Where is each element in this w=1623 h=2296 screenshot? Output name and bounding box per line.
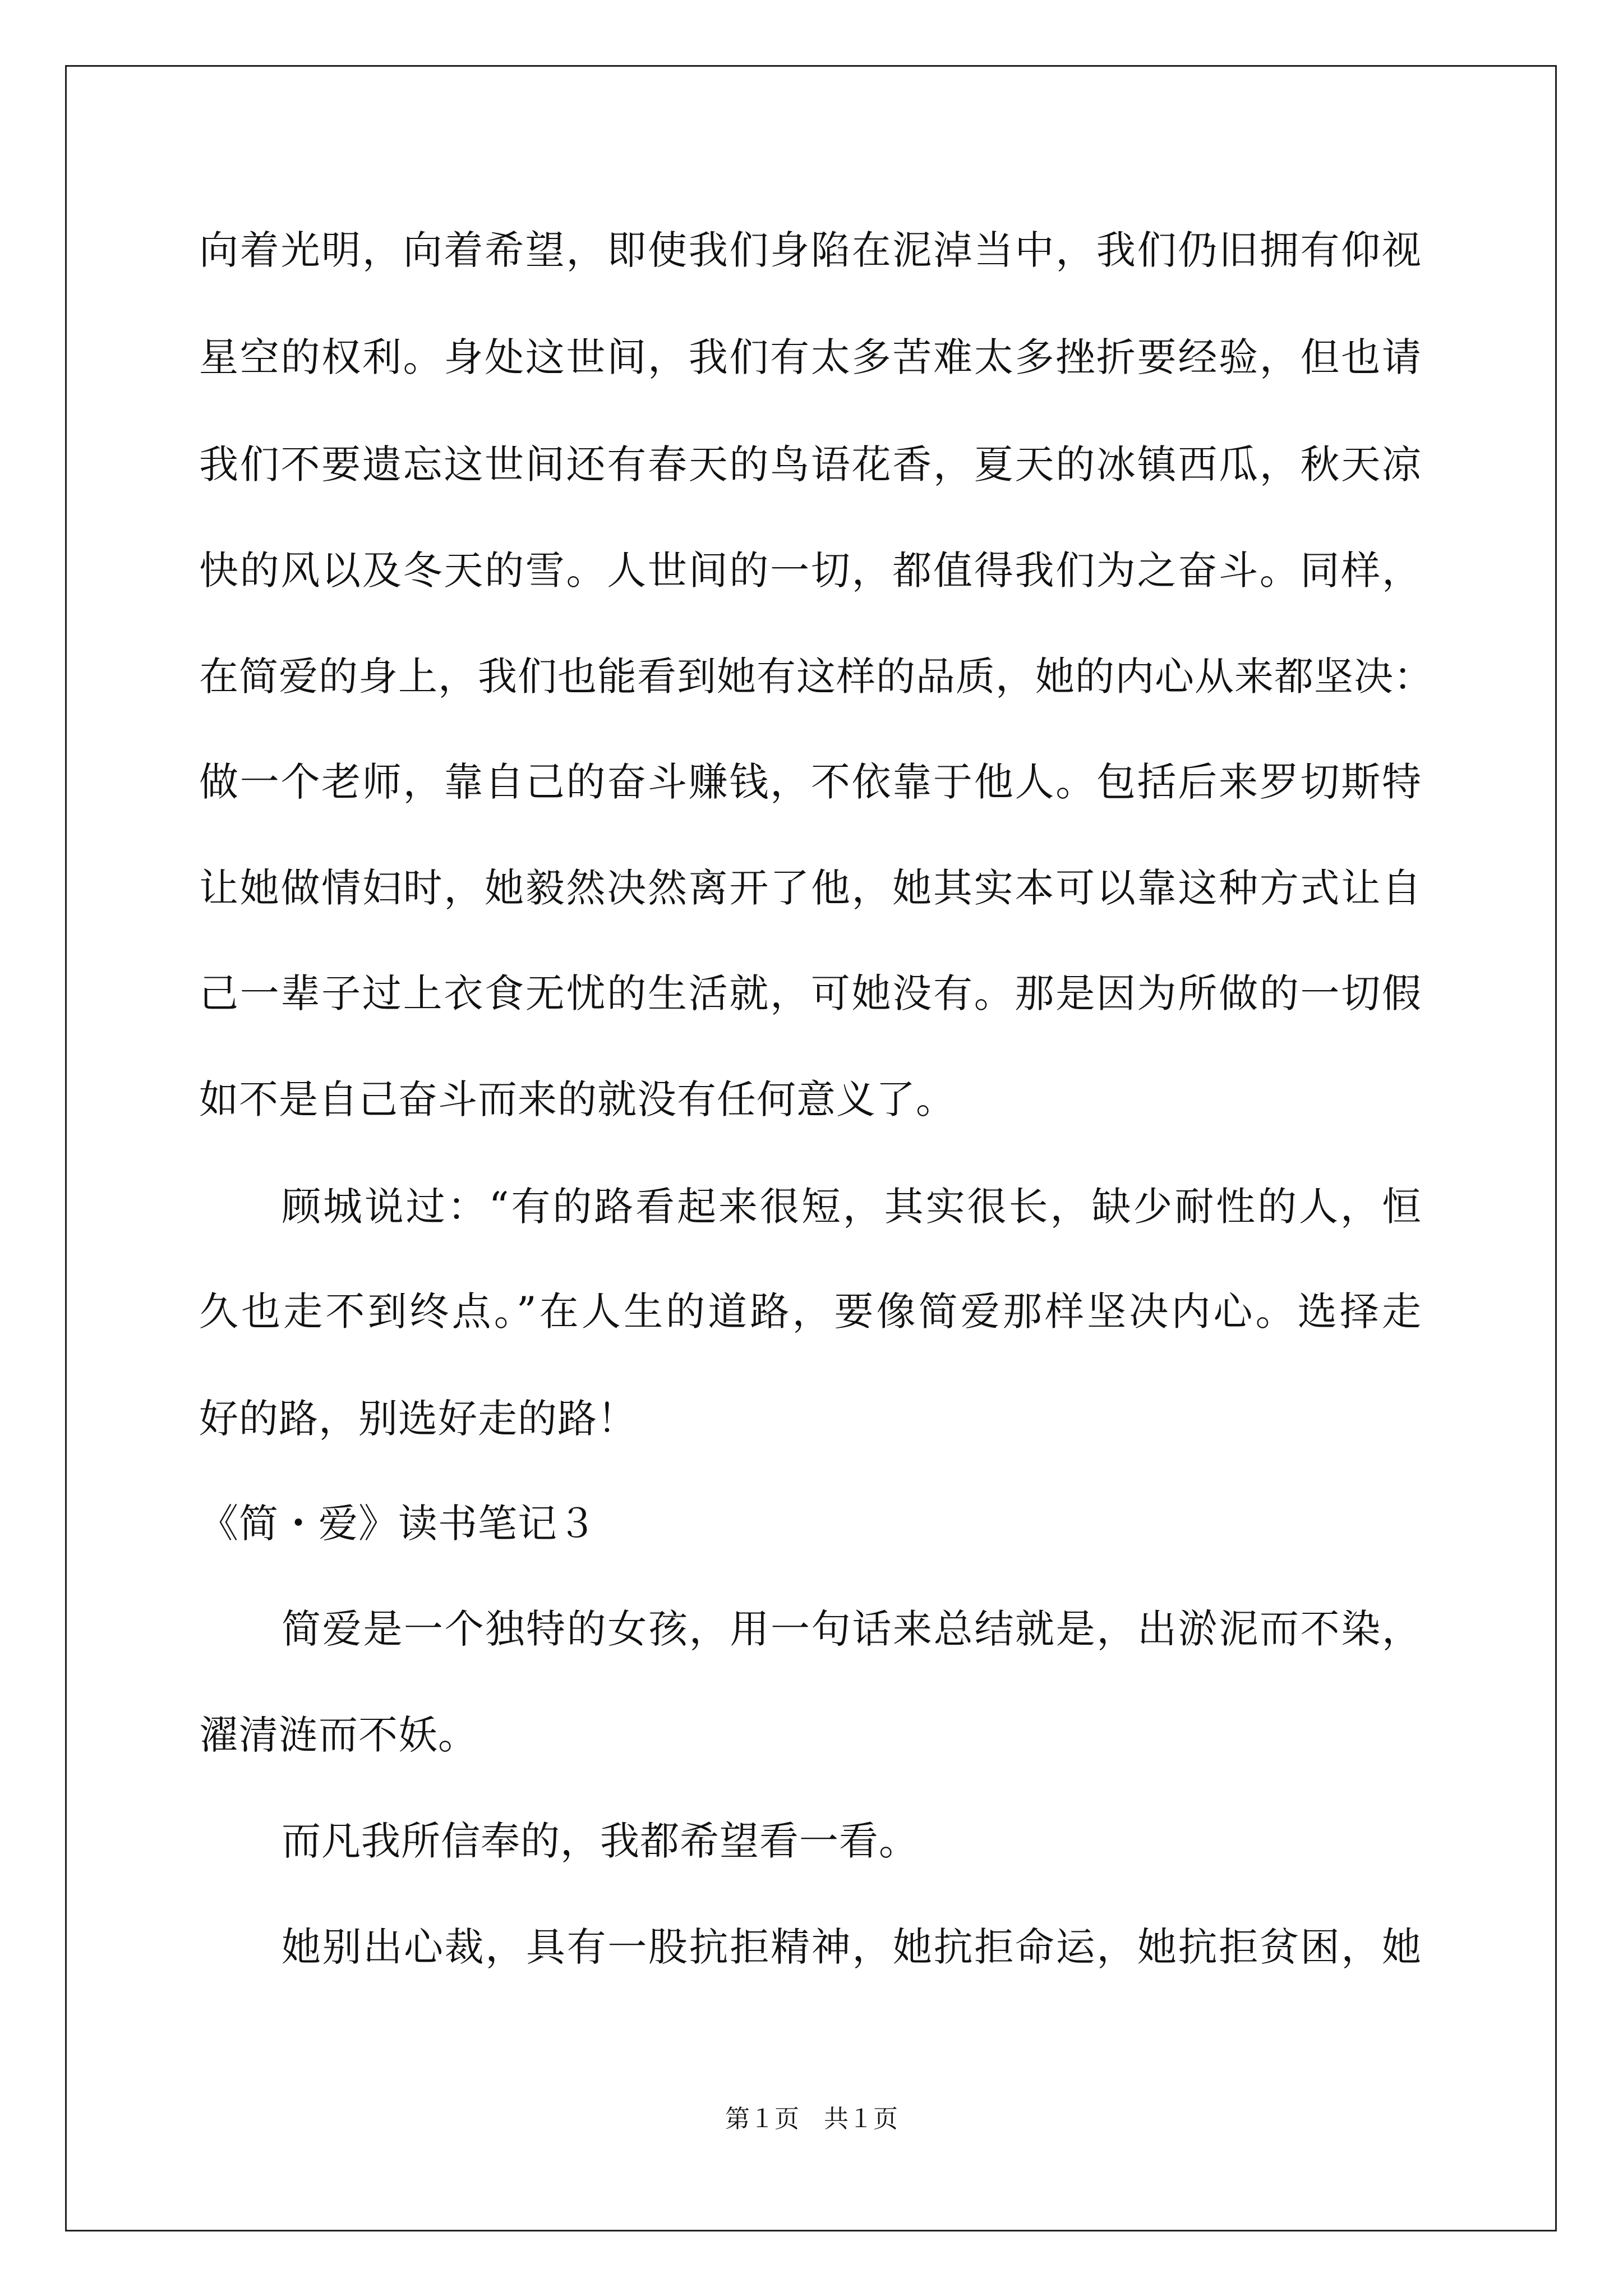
text-line: 濯清涟而不妖。 [199,1712,478,1758]
text-line: 久也走不到终点。”在人生的道路，要像简爱那样坚决内心。选择走 [199,1289,1422,1335]
text-line: 如不是自己奋斗而来的就没有任何意义了。 [199,1076,956,1122]
text-line: 向着光明，向着希望，即使我们身陷在泥淖当中，我们仍旧拥有仰视 [199,227,1422,273]
page-border [65,65,1557,2231]
text-line: 我们不要遗忘这世间还有春天的鸟语花香，夏天的冰镇西瓜，秋天凉 [199,441,1422,487]
text-line: 星空的权利。身处这世间，我们有太多苦难太多挫折要经验，但也请 [199,334,1422,380]
text-line: 在简爱的身上，我们也能看到她有这样的品质，她的内心从来都坚决： [199,654,1433,700]
text-line: 让她做情妇时，她毅然决然离开了他，她其实本可以靠这种方式让自 [199,865,1422,911]
text-line: 顾城说过：“有的路看起来很短，其实很长，缺少耐性的人，恒 [282,1184,1422,1230]
text-line: 她别出心裁，具有一股抗拒精神，她抗拒命运，她抗拒贫困，她 [282,1924,1422,1970]
text-line: 做一个老师，靠自己的奋斗赚钱，不依靠于他人。包括后来罗切斯特 [199,759,1422,805]
text-line: 好的路，别选好走的路！ [199,1396,637,1442]
text-line: 己一辈子过上衣食无忧的生活就，可她没有。那是因为所做的一切假 [199,970,1422,1016]
section-heading: 《简・爱》读书笔记３ [199,1501,597,1547]
text-line: 简爱是一个独特的女孩，用一句话来总结就是，出淤泥而不染， [282,1606,1422,1652]
text-line: 快的风以及冬天的雪。人世间的一切，都值得我们为之奋斗。同样， [199,547,1422,593]
page-number: 第１页 共１页 [725,2105,898,2133]
text-line: 而凡我所信奉的，我都希望看一看。 [282,1818,919,1864]
